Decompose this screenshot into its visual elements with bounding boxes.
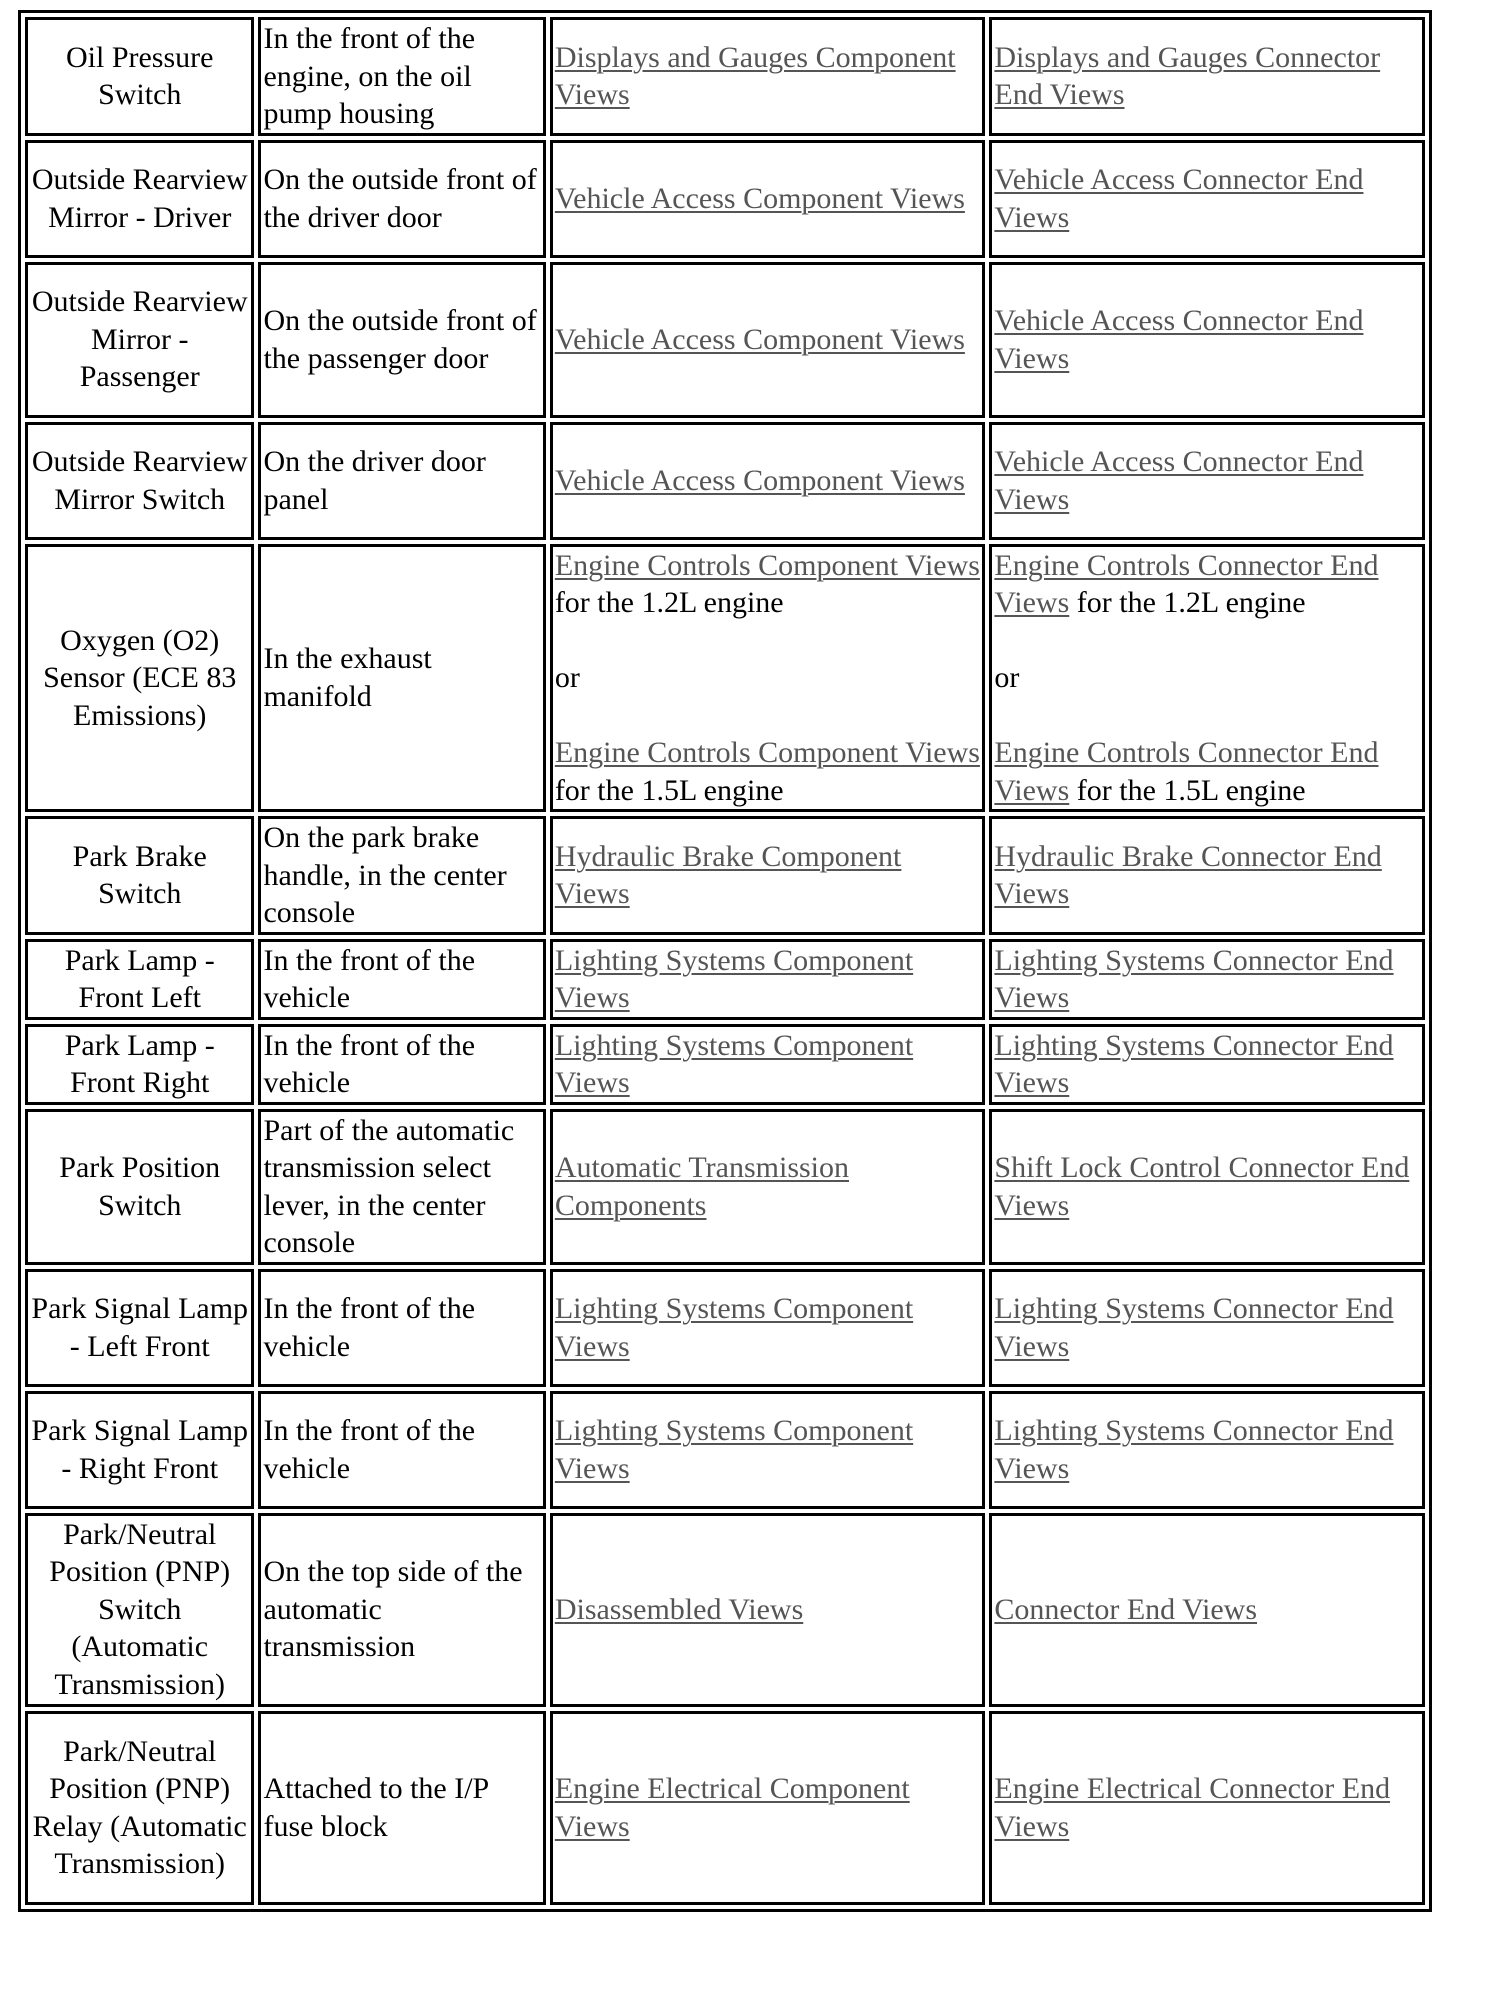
component-location: In the front of the vehicle (258, 1024, 545, 1105)
table-row (25, 544, 1425, 813)
component-view-cell (550, 1269, 986, 1387)
connector-view-cell (989, 17, 1425, 136)
component-view-cell (550, 262, 986, 418)
table-row (25, 1391, 1425, 1509)
component-view-cell (550, 1024, 986, 1105)
connector-view-cell (989, 816, 1425, 935)
connector-view-cell (989, 939, 1425, 1020)
connector-view-cell (989, 1109, 1425, 1265)
connector-view-cell (989, 1513, 1425, 1707)
component-view-entry (555, 734, 981, 809)
component-name: Park Lamp - Front Left (25, 939, 254, 1020)
component-name: Park Lamp - Front Right (25, 1024, 254, 1105)
engine-note: for the 1.2L engine (554, 586, 784, 619)
component-view-link[interactable]: Engine Controls Component Views (554, 736, 980, 769)
connector-view-link[interactable]: Lighting Systems Connector End Views (994, 1028, 1394, 1099)
connector-view-link[interactable]: Hydraulic Brake Connector End Views (994, 839, 1382, 911)
connector-view-link[interactable]: Connector End Views (994, 1592, 1257, 1626)
component-view-cell (550, 140, 986, 258)
component-location: Part of the automatic transmission select lever, in the center console (258, 1109, 545, 1265)
component-name: Oxygen (O2) Sensor (ECE 83 Emissions) (25, 544, 254, 813)
connector-view-cell (989, 422, 1425, 540)
table-row (25, 422, 1425, 540)
component-location: In the front of the vehicle (258, 1269, 545, 1387)
connector-view-entry (994, 547, 1420, 622)
engine-note: for the 1.5L engine (1069, 773, 1306, 807)
component-locator-table (18, 10, 1432, 1912)
spacer (555, 622, 981, 660)
component-location: In the front of the vehicle (258, 939, 545, 1020)
component-view-cell (550, 939, 986, 1020)
component-view-cell (550, 544, 986, 813)
connector-view-cell (989, 140, 1425, 258)
component-view-link[interactable]: Automatic Transmission Components (554, 1151, 850, 1222)
component-name: Park Brake Switch (25, 816, 254, 935)
table-row (25, 1711, 1425, 1905)
engine-note: for the 1.2L engine (1069, 586, 1306, 619)
connector-view-cell (989, 1711, 1425, 1905)
component-view-link[interactable]: Lighting Systems Component Views (554, 1292, 914, 1363)
component-location: On the outside front of the driver door (258, 140, 545, 258)
table-row (25, 939, 1425, 1020)
component-location: Attached to the I/P fuse block (258, 1711, 545, 1905)
connector-view-link[interactable]: Vehicle Access Connector End Views (994, 163, 1364, 234)
spacer (994, 697, 1420, 735)
component-view-link[interactable]: Engine Electrical Component Views (554, 1772, 910, 1843)
component-view-link[interactable]: Disassembled Views (554, 1592, 804, 1626)
component-view-cell (550, 1109, 986, 1265)
table-row (25, 816, 1425, 935)
component-name: Park Signal Lamp - Right Front (25, 1391, 254, 1509)
component-view-link[interactable]: Lighting Systems Component Views (554, 943, 914, 1014)
component-name: Park/Neutral Position (PNP) Switch (Automatic Transmission) (25, 1513, 254, 1707)
connector-view-cell (989, 1269, 1425, 1387)
table-row (25, 1109, 1425, 1265)
table-row (25, 262, 1425, 418)
component-location: In the front of the vehicle (258, 1391, 545, 1509)
component-location: On the driver door panel (258, 422, 545, 540)
component-view-link[interactable]: Vehicle Access Component Views (554, 322, 965, 356)
connector-view-cell (989, 1391, 1425, 1509)
connector-view-link[interactable]: Shift Lock Control Connector End Views (994, 1151, 1410, 1222)
connector-view-link[interactable]: Displays and Gauges Connector End Views (994, 40, 1381, 112)
component-view-cell (550, 17, 986, 136)
component-view-link[interactable]: Engine Controls Component Views (554, 548, 980, 582)
table-row (25, 140, 1425, 258)
connector-view-link[interactable]: Engine Controls Connector End Views (994, 548, 1379, 619)
connector-view-link[interactable]: Lighting Systems Connector End Views (994, 1414, 1394, 1485)
component-view-cell (550, 1391, 986, 1509)
connector-view-cell (989, 1024, 1425, 1105)
connector-view-cell (989, 544, 1425, 813)
component-name: Park Signal Lamp - Left Front (25, 1269, 254, 1387)
component-name: Park/Neutral Position (PNP) Relay (Automatic Transmission) (25, 1711, 254, 1905)
table-row (25, 1024, 1425, 1105)
component-location: On the park brake handle, in the center console (258, 816, 545, 935)
connector-view-link[interactable]: Vehicle Access Connector End Views (994, 304, 1364, 375)
spacer (555, 697, 981, 735)
component-location: On the outside front of the passenger door (258, 262, 545, 418)
spacer (994, 622, 1420, 660)
table-row (25, 17, 1425, 136)
component-view-link[interactable]: Vehicle Access Component Views (554, 463, 965, 497)
component-view-link[interactable]: Displays and Gauges Component Views (554, 40, 956, 112)
component-name: Outside Rearview Mirror - Passenger (25, 262, 254, 418)
connector-view-link[interactable]: Engine Controls Connector End Views (994, 736, 1379, 807)
component-view-link[interactable]: Vehicle Access Component Views (554, 181, 965, 215)
table-row (25, 1513, 1425, 1707)
component-view-cell (550, 1513, 986, 1707)
connector-view-entry (994, 734, 1420, 809)
component-name: Park Position Switch (25, 1109, 254, 1265)
component-name: Oil Pressure Switch (25, 17, 254, 136)
component-view-link[interactable]: Lighting Systems Component Views (554, 1414, 914, 1485)
connector-view-link[interactable]: Engine Electrical Connector End Views (994, 1772, 1391, 1843)
component-location: In the front of the engine, on the oil pump housing (258, 17, 545, 136)
component-name: Outside Rearview Mirror Switch (25, 422, 254, 540)
engine-note: for the 1.5L engine (554, 773, 784, 807)
or-text: or (554, 661, 580, 694)
component-location: On the top side of the automatic transmission (258, 1513, 545, 1707)
component-view-cell (550, 422, 986, 540)
table-row (25, 1269, 1425, 1387)
component-view-entry (555, 547, 981, 622)
connector-view-link[interactable]: Vehicle Access Connector End Views (994, 445, 1364, 516)
component-view-cell (550, 1711, 986, 1905)
or-text: or (994, 661, 1020, 694)
connector-view-link[interactable]: Lighting Systems Connector End Views (994, 943, 1394, 1014)
component-name: Outside Rearview Mirror - Driver (25, 140, 254, 258)
component-view-link[interactable]: Lighting Systems Component Views (554, 1028, 914, 1099)
connector-view-cell (989, 262, 1425, 418)
component-view-cell (550, 816, 986, 935)
component-view-link[interactable]: Hydraulic Brake Component Views (554, 839, 902, 911)
component-location: In the exhaust manifold (258, 544, 545, 813)
connector-view-link[interactable]: Lighting Systems Connector End Views (994, 1292, 1394, 1363)
